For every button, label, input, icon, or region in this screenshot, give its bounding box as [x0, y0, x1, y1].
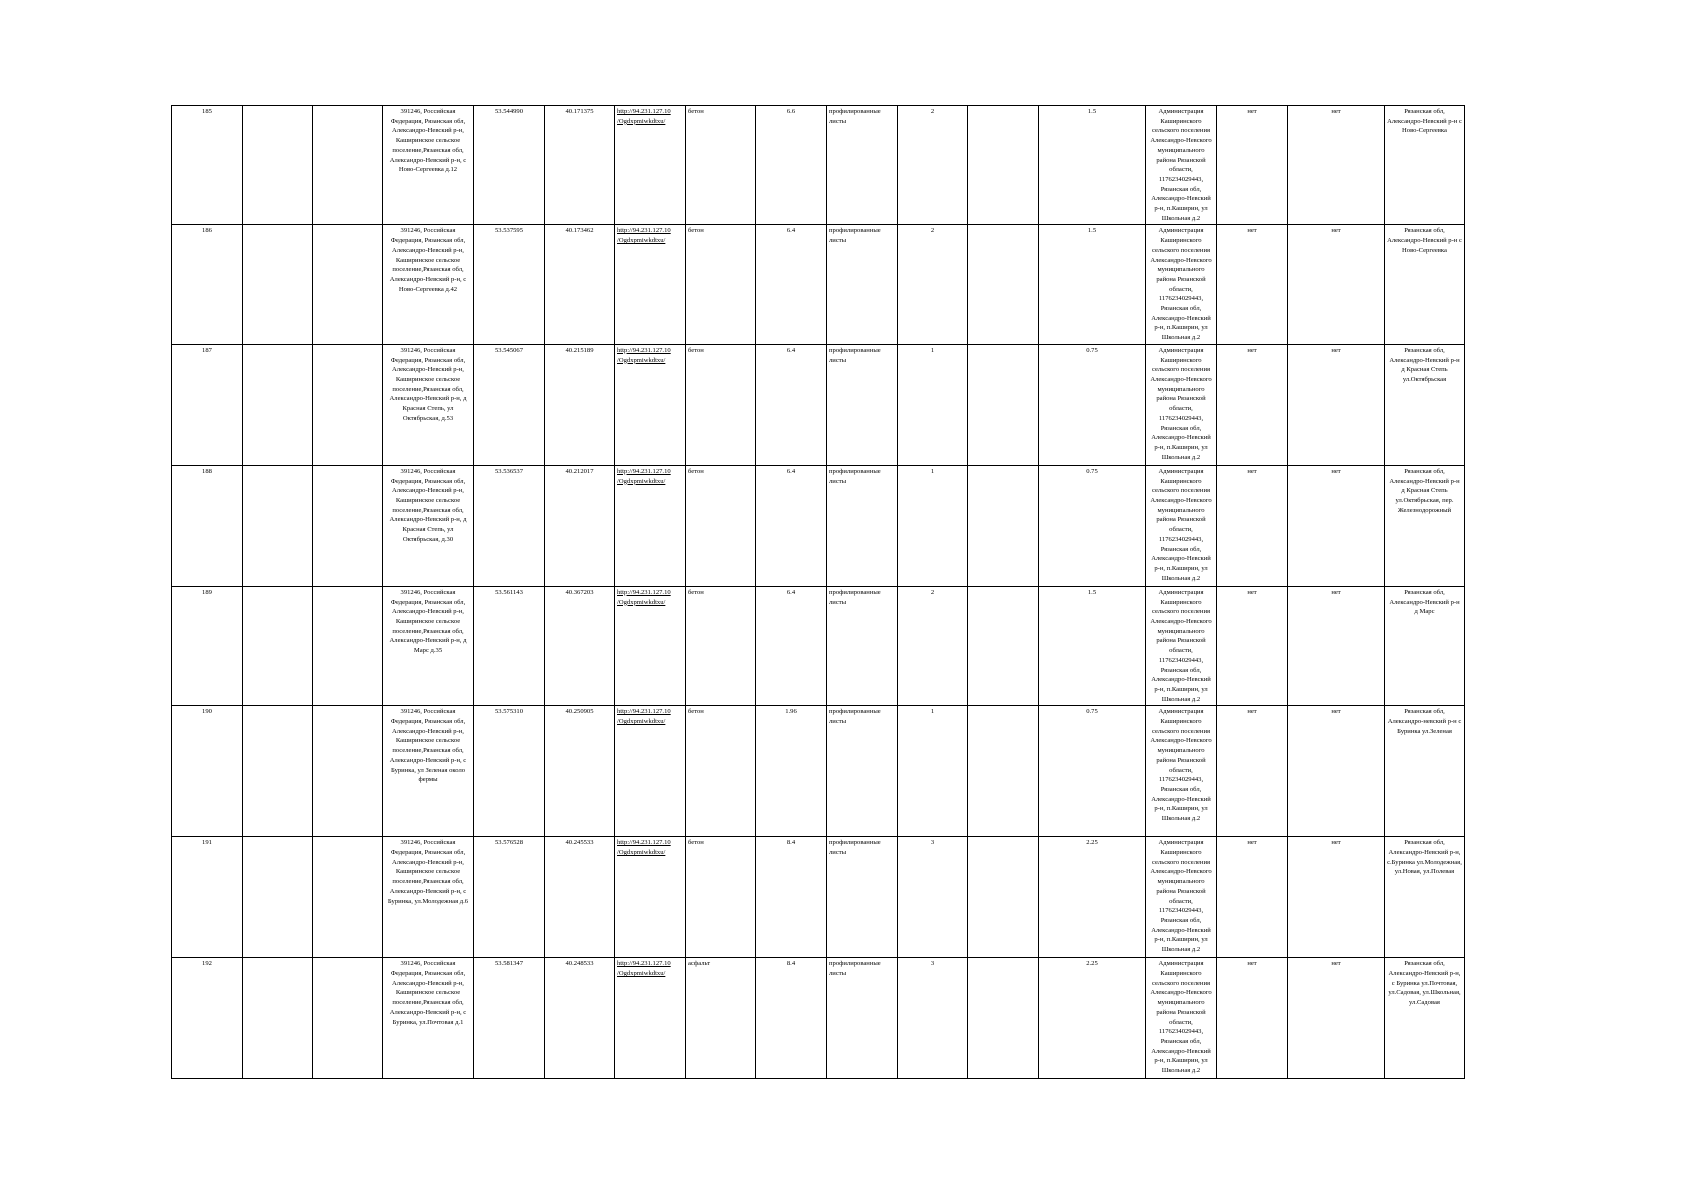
container-count-cell: 1	[898, 465, 968, 586]
surface-cell: бетон	[686, 106, 756, 225]
container-count-cell: 3	[898, 958, 968, 1079]
area-cell: 6.4	[756, 465, 827, 586]
link-cell[interactable]	[615, 225, 686, 344]
owner-cell: Администрация Каширинского сельского поселения Александро-Невского муниципального района Рязанской области, 1176234029443, Рязанская обл, Александро-Невский р-н, п.Каширин, ул Школьная д.2	[1146, 106, 1217, 225]
photo-link[interactable]: http://94.231.127.10 /Ogdxpmiwkdtxu/	[617, 346, 671, 364]
container-type-cell: профилированные листы	[827, 344, 898, 465]
empty-cell	[243, 958, 313, 1079]
owner-cell: Администрация Каширинского сельского поселения Александро-Невского муниципального района Рязанской области, 1176234029443, Рязанская обл, Александро-Невский р-н, п.Каширин, ул Школьная д.2	[1146, 837, 1217, 958]
served-area-cell: Рязанская обл, Александро-Невский р-н д Красная Степь ул.Октябрьская	[1385, 344, 1465, 465]
longitude-cell: 40.171375	[545, 106, 615, 225]
served-area-cell: Рязанская обл, Александро-Невский р-н, с Буринка ул.Почтовая, ул.Садовая, ул.Школьная, ул.Садовая	[1385, 958, 1465, 1079]
owner-cell: Администрация Каширинского сельского поселения Александро-Невского муниципального района Рязанской области, 1176234029443, Рязанская обл, Александро-Невский р-н, п.Каширин, ул Школьная д.2	[1146, 225, 1217, 344]
address-cell: 391246, Российская Федерация, Рязанская обл, Александро-Невский р-н, Каширинское сельское поселение,Рязанская обл, Александро-Невский р-н, д Красная Степь, ул Октябрьская, д.53	[383, 344, 474, 465]
table-row	[172, 958, 1465, 1079]
flag-cell: нет	[1217, 106, 1288, 225]
link-cell[interactable]	[615, 106, 686, 225]
empty-cell	[968, 106, 1039, 225]
empty-cell	[968, 706, 1039, 837]
volume-cell: 0.75	[1039, 706, 1146, 837]
served-area-cell: Рязанская обл, Александро-Невский р-н с Ново-Сергеевка	[1385, 106, 1465, 225]
photo-link[interactable]: http://94.231.127.10 /Ogdxpmiwkdtxu/	[617, 839, 671, 857]
longitude-cell: 40.367203	[545, 586, 615, 705]
container-type-cell: профилированные листы	[827, 225, 898, 344]
photo-link[interactable]: http://94.231.127.10 /Ogdxpmiwkdtxu/	[617, 467, 671, 485]
table-row	[172, 106, 1465, 225]
served-area-cell: Рязанская обл, Александро-Невский р-н д Красная Степь ул.Октябрьская, пер. Железнодорожный	[1385, 465, 1465, 586]
container-type-cell: профилированные листы	[827, 106, 898, 225]
empty-cell	[968, 586, 1039, 705]
table-body	[172, 106, 1465, 1079]
data-table	[171, 105, 1465, 1079]
table-row	[172, 465, 1465, 586]
flag-cell: нет	[1217, 706, 1288, 837]
flag-cell: нет	[1288, 344, 1385, 465]
volume-cell: 0.75	[1039, 465, 1146, 586]
flag-cell: нет	[1288, 465, 1385, 586]
latitude-cell: 53.581347	[474, 958, 545, 1079]
empty-cell	[968, 465, 1039, 586]
row-number-cell: 187	[172, 344, 243, 465]
owner-cell: Администрация Каширинского сельского поселения Александро-Невского муниципального района Рязанской области, 1176234029443, Рязанская обл, Александро-Невский р-н, п.Каширин, ул Школьная д.2	[1146, 586, 1217, 705]
flag-cell: нет	[1288, 837, 1385, 958]
flag-cell: нет	[1217, 465, 1288, 586]
address-cell: 391246, Российская Федерация, Рязанская обл, Александро-Невский р-н, Каширинское сельское поселение,Рязанская обл, Александро-Невский р-н, с Буринка, ул Зеленая около фермы	[383, 706, 474, 837]
surface-cell: бетон	[686, 225, 756, 344]
area-cell: 8.4	[756, 958, 827, 1079]
photo-link[interactable]: http://94.231.127.10 /Ogdxpmiwkdtxu/	[617, 588, 671, 606]
owner-cell: Администрация Каширинского сельского поселения Александро-Невского муниципального района Рязанской области, 1176234029443, Рязанская обл, Александро-Невский р-н, п.Каширин, ул Школьная д.2	[1146, 344, 1217, 465]
volume-cell: 1.5	[1039, 586, 1146, 705]
latitude-cell: 53.575310	[474, 706, 545, 837]
empty-cell	[313, 706, 383, 837]
link-cell[interactable]	[615, 465, 686, 586]
link-cell[interactable]	[615, 344, 686, 465]
served-area-cell: Рязанская обл, Александро-Невский р-н, с.Буринка ул.Молодежная, ул.Новая, ул.Полевая	[1385, 837, 1465, 958]
empty-cell	[313, 958, 383, 1079]
row-number-cell: 190	[172, 706, 243, 837]
address-cell: 391246, Российская Федерация, Рязанская обл, Александро-Невский р-н, Каширинское сельское поселение,Рязанская обл, Александро-Невский р-н, с Ново-Сергеевка д.42	[383, 225, 474, 344]
photo-link[interactable]: http://94.231.127.10 /Ogdxpmiwkdtxu/	[617, 108, 671, 125]
flag-cell: нет	[1217, 958, 1288, 1079]
flag-cell: нет	[1288, 106, 1385, 225]
latitude-cell: 53.544990	[474, 106, 545, 225]
area-cell: 8.4	[756, 837, 827, 958]
served-area-cell: Рязанская обл, Александро-невский р-н с Буринка ул.Зеленая	[1385, 706, 1465, 837]
area-cell: 6.6	[756, 106, 827, 225]
address-cell: 391246, Российская Федерация, Рязанская обл, Александро-Невский р-н, Каширинское сельское поселение,Рязанская обл, Александро-Невский р-н, д Марс д.35	[383, 586, 474, 705]
table-row	[172, 837, 1465, 958]
flag-cell: нет	[1217, 344, 1288, 465]
container-count-cell: 3	[898, 837, 968, 958]
row-number-cell: 189	[172, 586, 243, 705]
empty-cell	[243, 837, 313, 958]
address-cell: 391246, Российская Федерация, Рязанская обл, Александро-Невский р-н, Каширинское сельское поселение,Рязанская обл, Александро-Невский р-н, с Буринка, ул.Молодежная д.6	[383, 837, 474, 958]
link-cell[interactable]	[615, 586, 686, 705]
container-count-cell: 2	[898, 586, 968, 705]
volume-cell: 2.25	[1039, 958, 1146, 1079]
table-row	[172, 586, 1465, 705]
volume-cell: 1.5	[1039, 106, 1146, 225]
table-row	[172, 706, 1465, 837]
longitude-cell: 40.248533	[545, 958, 615, 1079]
flag-cell: нет	[1217, 586, 1288, 705]
flag-cell: нет	[1288, 958, 1385, 1079]
empty-cell	[968, 837, 1039, 958]
flag-cell: нет	[1288, 706, 1385, 837]
container-count-cell: 2	[898, 225, 968, 344]
surface-cell: бетон	[686, 837, 756, 958]
container-type-cell: профилированные листы	[827, 586, 898, 705]
container-count-cell: 1	[898, 344, 968, 465]
container-type-cell: профилированные листы	[827, 465, 898, 586]
empty-cell	[313, 344, 383, 465]
empty-cell	[243, 586, 313, 705]
empty-cell	[968, 344, 1039, 465]
address-cell: 391246, Российская Федерация, Рязанская обл, Александро-Невский р-н, Каширинское сельское поселение,Рязанская обл, Александро-Невский р-н, д Красная Степь, ул Октябрьская, д.30	[383, 465, 474, 586]
link-cell[interactable]	[615, 706, 686, 837]
latitude-cell: 53.537595	[474, 225, 545, 344]
surface-cell: асфальт	[686, 958, 756, 1079]
table-row	[172, 225, 1465, 344]
flag-cell: нет	[1217, 837, 1288, 958]
latitude-cell: 53.561143	[474, 586, 545, 705]
served-area-cell: Рязанская обл, Александро-Невский р-н д Марс	[1385, 586, 1465, 705]
empty-cell	[313, 465, 383, 586]
flag-cell: нет	[1217, 225, 1288, 344]
container-type-cell: профилированные листы	[827, 706, 898, 837]
flag-cell: нет	[1288, 225, 1385, 344]
surface-cell: бетон	[686, 586, 756, 705]
empty-cell	[313, 837, 383, 958]
served-area-cell: Рязанская обл, Александро-Невский р-н с Ново-Сергеевка	[1385, 225, 1465, 344]
row-number-cell: 192	[172, 958, 243, 1079]
empty-cell	[968, 225, 1039, 344]
area-cell: 6.4	[756, 586, 827, 705]
row-number-cell: 185	[172, 106, 243, 225]
longitude-cell: 40.245533	[545, 837, 615, 958]
empty-cell	[968, 958, 1039, 1079]
link-cell[interactable]	[615, 837, 686, 958]
row-number-cell: 188	[172, 465, 243, 586]
container-type-cell: профилированные листы	[827, 837, 898, 958]
empty-cell	[243, 465, 313, 586]
latitude-cell: 53.576528	[474, 837, 545, 958]
row-number-cell: 191	[172, 837, 243, 958]
empty-cell	[243, 344, 313, 465]
photo-link[interactable]: http://94.231.127.10 /Ogdxpmiwkdtxu/	[617, 708, 671, 726]
owner-cell: Администрация Каширинского сельского поселения Александро-Невского муниципального района Рязанской области, 1176234029443, Рязанская обл, Александро-Невский р-н, п.Каширин, ул Школьная д.2	[1146, 706, 1217, 837]
flag-cell: нет	[1288, 586, 1385, 705]
owner-cell: Администрация Каширинского сельского поселения Александро-Невского муниципального района Рязанской области, 1176234029443, Рязанская обл, Александро-Невский р-н, п.Каширин, ул Школьная д.2	[1146, 465, 1217, 586]
longitude-cell: 40.212017	[545, 465, 615, 586]
longitude-cell: 40.250905	[545, 706, 615, 837]
surface-cell: бетон	[686, 465, 756, 586]
row-number-cell: 186	[172, 225, 243, 344]
latitude-cell: 53.545067	[474, 344, 545, 465]
surface-cell: бетон	[686, 706, 756, 837]
longitude-cell: 40.173462	[545, 225, 615, 344]
table-row	[172, 344, 1465, 465]
container-type-cell: профилированные листы	[827, 958, 898, 1079]
area-cell: 6.4	[756, 344, 827, 465]
address-cell: 391246, Российская Федерация, Рязанская обл, Александро-Невский р-н, Каширинское сельское поселение,Рязанская обл, Александро-Невский р-н, с Буринка, ул.Почтовая д.1	[383, 958, 474, 1079]
container-count-cell: 1	[898, 706, 968, 837]
empty-cell	[243, 706, 313, 837]
empty-cell	[313, 586, 383, 705]
longitude-cell: 40.215189	[545, 344, 615, 465]
surface-cell: бетон	[686, 344, 756, 465]
container-count-cell: 2	[898, 106, 968, 225]
link-cell[interactable]	[615, 958, 686, 1079]
volume-cell: 2.25	[1039, 837, 1146, 958]
latitude-cell: 53.536537	[474, 465, 545, 586]
empty-cell	[243, 225, 313, 344]
address-cell: 391246, Российская Федерация, Рязанская обл, Александро-Невский р-н, Каширинское сельское поселение,Рязанская обл, Александро-Невский р-н, с Ново-Сергеевка д.12	[383, 106, 474, 225]
photo-link[interactable]: http://94.231.127.10 /Ogdxpmiwkdtxu/	[617, 960, 671, 978]
empty-cell	[243, 106, 313, 225]
empty-cell	[313, 106, 383, 225]
area-cell: 6.4	[756, 225, 827, 344]
volume-cell: 0.75	[1039, 344, 1146, 465]
photo-link[interactable]: http://94.231.127.10 /Ogdxpmiwkdtxu/	[617, 227, 671, 245]
area-cell: 1.96	[756, 706, 827, 837]
owner-cell: Администрация Каширинского сельского поселения Александро-Невского муниципального района Рязанской области, 1176234029443, Рязанская обл, Александро-Невский р-н, п.Каширин, ул Школьная д.2	[1146, 958, 1217, 1079]
volume-cell: 1.5	[1039, 225, 1146, 344]
empty-cell	[313, 225, 383, 344]
